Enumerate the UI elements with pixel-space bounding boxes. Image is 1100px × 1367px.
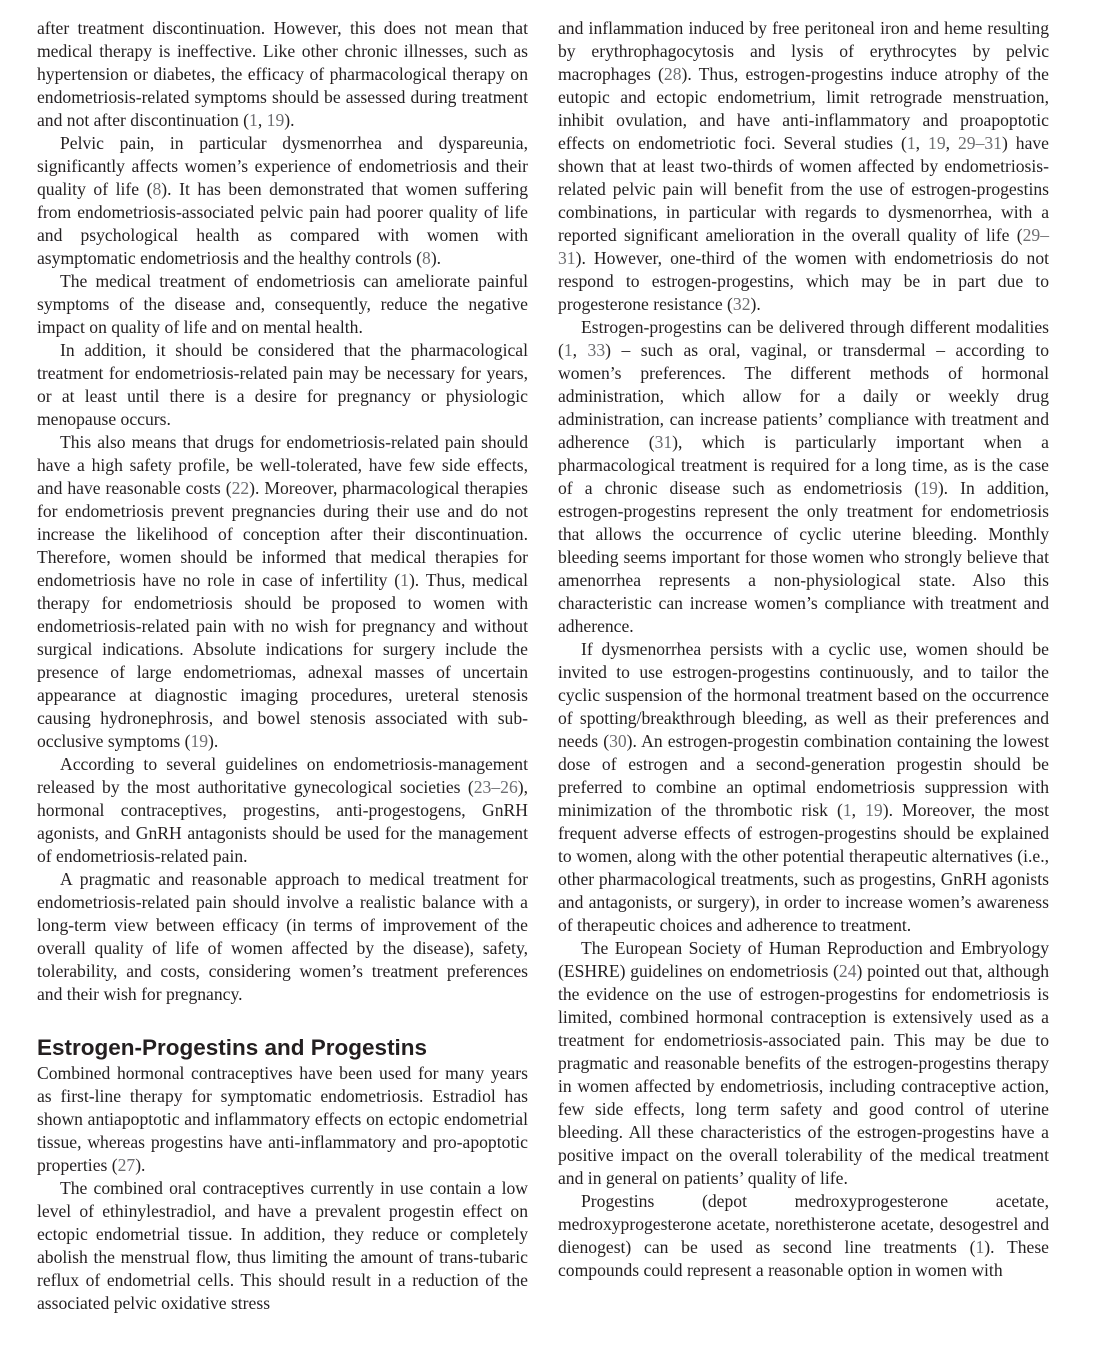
left-column <box>37 17 528 1315</box>
paragraph-text: This also means that drugs for endometriosis-related pain should have a high safety profile, be well-tolerated, have few side effects, and have reasonable costs ( <box>37 432 528 498</box>
paragraph-text: ). <box>284 110 295 130</box>
citation-link[interactable]: 1 <box>842 800 852 820</box>
citation-link[interactable]: 8 <box>422 248 431 268</box>
paragraph <box>37 1177 528 1315</box>
citation-link[interactable]: 31 <box>654 432 673 452</box>
paragraph-text: ). Moreover, the most frequent adverse effects of estrogen-progestins should be explained to women, along with the other potential therapeutic alternatives (i.e., other pharmacological treatments, such as progestins, GnRH agonists and antagonists, or surgery), in order to increase women’s awareness of therapeutic choices and adherence to treatment. <box>558 800 1049 935</box>
paragraph-text: , <box>945 133 958 153</box>
paragraph <box>37 17 528 132</box>
citation-link[interactable]: 22 <box>231 478 250 498</box>
paragraph-text: The medical treatment of endometriosis can ameliorate painful symptoms of the disease and, consequently, reduce the negative impact on quality of life and on mental health. <box>37 271 528 337</box>
citation-link[interactable]: 27 <box>117 1155 136 1175</box>
citation-link[interactable]: 1 <box>975 1237 985 1257</box>
citation-link[interactable]: 8 <box>152 179 162 199</box>
paragraph-text: ). <box>750 294 761 314</box>
citation-link[interactable]: 24 <box>838 961 857 981</box>
citation-link[interactable]: 29–31 <box>957 133 1002 153</box>
citation-link[interactable]: 19 <box>190 731 209 751</box>
paragraph-text: ). Moreover, pharmacological therapies for endometriosis prevent pregnancies during their use and do not increase the likelihood of conception after their discontinuation. Therefore, women should be informed that medical therapies for endometriosis have no role in case of infertility ( <box>37 478 528 590</box>
paragraph <box>37 431 528 753</box>
paragraph <box>37 753 528 868</box>
citation-link[interactable]: 19 <box>920 478 938 498</box>
paragraph-text: Pelvic pain, in particular dysmenorrhea and dyspareunia, significantly affects women’s experience of endometriosis and their quality of life ( <box>37 133 528 199</box>
paragraph-text: ). <box>135 1155 146 1175</box>
paragraph-text: ). It has been demonstrated that women suffering from endometriosis-associated pelvic pain had poorer quality of life and psychological health as compared with women with asymptomatic endometriosis and the healthy controls ( <box>37 179 528 268</box>
paragraph <box>558 17 1049 316</box>
paragraph-text: The combined oral contraceptives currently in use contain a low level of ethinylestradiol, and have a prevalent progestin effect on ectopic endometrial tissue. In addition, they reduce or completely abolish the menstrual flow, thus limiting the amount of trans-tubaric reflux of endometrial cells. This should result in a reduction of the associated pelvic oxidative stress <box>37 1178 528 1313</box>
paragraph-text: and inflammation induced by free peritoneal iron and heme resulting by erythrophagocytosis and lysis of erythrocytes by pelvic macrophages ( <box>558 18 1049 84</box>
paragraph <box>37 132 528 270</box>
paragraph <box>37 1062 528 1177</box>
right-paragraphs <box>558 17 1049 1282</box>
citation-link[interactable]: 33 <box>587 340 606 360</box>
citation-link[interactable]: 28 <box>663 64 682 84</box>
paragraph-text: ). These compounds could represent a reasonable option in women with <box>558 1237 1049 1280</box>
paragraph-text: The European Society of Human Reproduction and Embryology (ESHRE) guidelines on endometriosis ( <box>558 938 1049 981</box>
citation-link[interactable]: 29–31 <box>558 225 1049 268</box>
paragraph-text: ). Thus, estrogen-progestins induce atrophy of the eutopic and ectopic endometrium, limit retrograde menstruation, inhibit ovulation, and have anti-inflammatory and proapoptotic effects on endometriotic foci. Several studies ( <box>558 64 1049 153</box>
citation-link[interactable]: 23–26 <box>473 777 518 797</box>
citation-link[interactable]: 1 <box>249 110 258 130</box>
paragraph-text: Combined hormonal contraceptives have been used for many years as first-line therapy for symptomatic endometriosis. Estradiol has shown antiapoptotic and inflammatory effects on ectopic endometrial tissue, whereas progestins have anti-inflammatory and pro-apoptotic properties ( <box>37 1063 528 1175</box>
paragraph-text: In addition, it should be considered that the pharmacological treatment for endometriosis-related pain may be necessary for years, or at least until there is a desire for pregnancy or physiologic menopause occurs. <box>37 340 528 429</box>
paragraph-text: Estrogen-progestins can be delivered through different modalities ( <box>558 317 1049 360</box>
paragraph <box>558 316 1049 638</box>
citation-link[interactable]: 30 <box>609 731 627 751</box>
paragraph-text: ). An estrogen-progestin combination containing the lowest dose of estrogen and a second-generation progestin should be preferred to combine an optimal endometriosis suppression with minimization of the thrombotic risk ( <box>558 731 1049 820</box>
paragraph-text: ). <box>430 248 442 268</box>
citation-link[interactable]: 1 <box>906 133 916 153</box>
paragraph-text: , <box>257 110 267 130</box>
paragraph-text: If dysmenorrhea persists with a cyclic use, women should be invited to use estrogen-progestins continuously, and to tailor the cyclic suspension of the hormonal treatment based on the occurrence of spotting/breakthrough bleeding, as well as their preferences and needs ( <box>558 639 1049 751</box>
paragraph-text: A pragmatic and reasonable approach to medical treatment for endometriosis-related pain should involve a realistic balance with a long-term view between efficacy (in terms of improvement of the overall quality of life of women affected by the disease), safety, tolerability, and costs, considering women’s treatment preferences and their wish for pregnancy. <box>37 869 528 1004</box>
paragraph <box>558 937 1049 1190</box>
left-paragraphs-after-heading <box>37 1062 528 1315</box>
paragraph-text: , <box>851 800 866 820</box>
citation-link[interactable]: 1 <box>400 570 409 590</box>
citation-link[interactable]: 32 <box>732 294 751 314</box>
paragraph-text: ) have shown that at least two-thirds of women affected by endometriosis-related pelvic pain will benefit from the use of estrogen-progestins combinations, in particular with regards to dysmenorrhea, with a reported significant amelioration in the overall quality of life ( <box>558 133 1049 245</box>
paragraph <box>37 270 528 339</box>
paragraph <box>37 868 528 1006</box>
citation-link[interactable]: 19 <box>266 110 285 130</box>
paragraph <box>558 1190 1049 1282</box>
citation-link[interactable]: 1 <box>563 340 573 360</box>
paragraph <box>558 638 1049 937</box>
paragraph-text: ). In addition, estrogen-progestins represent the only treatment for endometriosis that allows the occurrence of cyclic uterine bleeding. Monthly bleeding seems important for those women who strongly believe that amenorrhea represents a non-physiological state. Also this characteristic can increase women’s compliance with treatment and adherence. <box>558 478 1049 636</box>
paragraph-text: ), hormonal contraceptives, progestins, anti-progestogens, GnRH agonists, and GnRH antagonists should be used for the management of endometriosis-related pain. <box>37 777 528 866</box>
paragraph-text: ). However, one-third of the women with endometriosis do not respond to estrogen-progestins, which may be in part due to progesterone resistance ( <box>558 248 1049 314</box>
paragraph-text: ), which is particularly important when a pharmacological treatment is required for a long time, as is the case of a chronic disease such as endometriosis ( <box>558 432 1049 498</box>
paragraph <box>37 339 528 431</box>
paragraph-text: ). <box>208 731 219 751</box>
right-column <box>558 17 1049 1282</box>
left-paragraphs-before-heading <box>37 17 528 1006</box>
paragraph-text: after treatment discontinuation. However, this does not mean that medical therapy is ineffective. Like other chronic illnesses, such as hypertension or diabetes, the efficacy of pharmacological therapy on endometriosis-related symptoms should be assessed during treatment and not after discontinuation ( <box>37 18 528 130</box>
paragraph-text: ). Thus, medical therapy for endometriosis should be proposed to women with endometriosis-related pain with no wish for pregnancy and without surgical indications. Absolute indications for surgery include the presence of large endometriomas, adnexal masses of uncertain appearance at diagnostic imaging procedures, ureteral stenosis causing hydronephrosis, and bowel stenosis associated with sub-occlusive symptoms ( <box>37 570 528 751</box>
paragraph-text: ) – such as oral, vaginal, or transdermal – according to women’s preferences. The different methods of hormonal administration, which allow for a daily or weekly drug administration, can increase patients’ compliance with treatment and adherence ( <box>558 340 1050 452</box>
section-heading: Estrogen-Progestins and Progestins <box>37 1035 428 1060</box>
citation-link[interactable]: 19 <box>928 133 946 153</box>
paragraph-text: According to several guidelines on endometriosis-management released by the most authoritative gynecological societies ( <box>37 754 528 797</box>
paragraph-text: , <box>572 340 588 360</box>
paragraph-text: Progestins (depot medroxyprogesterone acetate, medroxyprogesterone acetate, norethisterone acetate, desogestrel and dienogest) can be used as second line treatments ( <box>558 1191 1049 1257</box>
paragraph-text: ) pointed out that, although the evidence on the use of estrogen-progestins for endometriosis is limited, combined hormonal contraception is extensively used as a treatment for endometriosis-associated pain. This may be due to pragmatic and reasonable benefits of the estrogen-progestins therapy in women affected by endometriosis, including contraceptive action, few side effects, long term safety and good control of uterine bleeding. All these characteristics of the estrogen-progestins have a positive impact on the overall tolerability of the medical treatment and in general on patients’ quality of life. <box>558 961 1049 1188</box>
citation-link[interactable]: 19 <box>865 800 883 820</box>
paragraph-text: , <box>915 133 929 153</box>
